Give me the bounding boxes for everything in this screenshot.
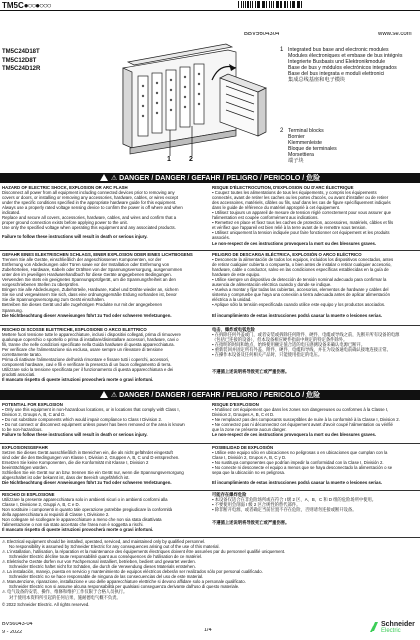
barcode-bar [247, 1, 249, 8]
danger-banner: ⚠ DANGER / DANGER / GEFAHR / PELIGRO / PERICOLO / 危险 [0, 390, 420, 400]
section-text: de retirar cualquier cubierta o compuerta, o bien antes de instalar o retirar cualquier accesorio, [212, 262, 392, 268]
section-text: ▪ Utilice siempre un dispositivo de detección de tensión nominal adecuado para confirmar la [212, 277, 387, 283]
footer-note: ⚠ L'installation, l'utilisation, la réparation et la maintenance des équipements électriques doivent être assurées par du personnel qualifié uniquement. [2, 549, 286, 555]
barcode-bar [292, 1, 293, 8]
section-text: sind oder die den Bedingungen von Klasse I, Division 2, Gruppen A, B, C und D entsprechen. [2, 455, 180, 461]
section-text: ▪ Desconecte la alimentación de todos los equipos, incluidos los dispositivos conectados, antes [212, 257, 394, 263]
section-it-explosion [2, 492, 208, 536]
section-text: Utilizzare la presente apparecchiatura solo in ambienti sicuri o in ambienti conformi alla [2, 497, 168, 503]
warning-icon: ⚠ [2, 549, 8, 555]
section-text: Per verificare che l'alimentazione sia esclusa, usare sempre un rilevatore di tensione [2, 347, 163, 353]
section-divider [0, 250, 420, 251]
section-en-explosion [2, 402, 208, 442]
section-divider [0, 537, 420, 538]
section-text: dans le guide de référence du matériel approprié à cet équipement. [212, 205, 341, 211]
section-text: under the specific conditions specified in the appropriate hardware guide for this equipment. [2, 200, 177, 206]
section-text: ▪ No conecte ni desconecte el equipo a menos que se haya desconectado la alimentación o se [212, 465, 393, 471]
section-text: ▪ N'utilisez cet équipement que dans les zones non dangereuses ou conformes à la Classe I, [212, 407, 389, 413]
section-title: 电击、爆炸或电弧危险 [212, 327, 255, 332]
section-text: to be non-hazardous. [2, 427, 43, 433]
danger-banner: ⚠ DANGER / DANGER / GEFAHR / PELIGRO / PERICOLO / 危险 [0, 173, 420, 183]
barcode-bar [293, 1, 294, 8]
barcode-bar [262, 1, 263, 8]
section-text: ▪ Ne connectez pas ni déconnectez cet équipement avant d'avoir coupé l'alimentation ou vérifié [212, 422, 393, 428]
legend-line: Integrierte Busbasis und Elektronikmodule [288, 59, 386, 65]
section-text: Zubehörteilen, Hardware, Kabeln oder Drähten von der Spannungsversorgung, ausgenommen [2, 267, 183, 273]
model-name: TM5C24D18T [2, 49, 40, 55]
section-text: unter den im jeweiligen Hardwarehandbuch für diese Geräte angegebenen Bedingungen. [2, 272, 172, 278]
section-text: Classe I, Divisione 2, Gruppi A, B, C e D. [2, 502, 80, 508]
section-text: abgeschaltet ist oder bekannt ist, dass der Bereich ungefährlich ist. [2, 475, 130, 481]
section-failure-note: Die Nichtbeachtung dieser Anweisungen führt zu Tod oder schweren Verletzungen. [2, 480, 172, 486]
section-title: PELIGRO DE DESCARGA ELÉCTRICA, EXPLOSIÓN O ARCO ELÉCTRICO [212, 252, 362, 257]
section-text: ▪ Utilisez toujours un appareil de mesure de tension réglé correctement pour vous assurer que [212, 210, 391, 216]
section-text: et vérifiez que l'appareil est bien relié à la terre avant de le remettre sous tension. [212, 225, 367, 231]
section-en-electric [2, 185, 208, 249]
series-title: TM5C●○○●○○○ [2, 1, 51, 10]
callout-1: 1 [167, 156, 171, 163]
section-title: POTENTIAL FOR EXPLOSION [2, 402, 63, 407]
section-failure-note: Le non-respect de ces instructions provoquera la mort ou des blessures graves. [212, 432, 377, 438]
section-text: ▪ 本设备仅适合在非危险场所或在符合 I 级 2 区、A、B、C 和 D 组的危险场所中使用。 [212, 497, 377, 503]
barcode-bar [273, 1, 274, 8]
barcode-bar [263, 1, 265, 8]
section-divider [0, 443, 420, 444]
section-text: associés. [212, 235, 230, 241]
section-text: Setzen Sie dieses Gerät ausschließlich in Bereichen ein, die als nicht gefährdet eingestuft [2, 450, 173, 456]
section-text: Prima di riattivare l'alimentazione dell'unità rimontare e fissare tutti i coperchi, accessori, [2, 357, 170, 363]
section-text: Ersetzen Sie keine Komponenten, die die Konformität mit Klasse I, Division 2 [2, 460, 149, 466]
schneider-logo-mark [370, 621, 379, 633]
section-text: Schließen Sie ein Gerät nur an bzw. trennen Sie ein Gerät nur, wenn die Spannungsversorgung [2, 470, 184, 476]
section-title: RISQUE D'EXPLOSION [212, 402, 259, 407]
warning-icon: ⚠ [2, 559, 8, 565]
section-text: componenti hardware, cavi e fili e verificare la presenza di un buon collegamento di terra. [2, 362, 172, 368]
section-failure-note: Failure to follow these instructions will result in death or serious injury. [2, 432, 148, 438]
footer-note: Schneider Electric décline toute responsabilité quant aux conséquences de l'utilisation de ce matériel. [9, 554, 203, 560]
section-failure-note: Il mancato rispetto di queste istruzioni provocherà morte o gravi infortuni. [2, 377, 154, 383]
section-text: que la zone ne présente aucun danger. [212, 427, 287, 433]
legend-number: 1 [280, 47, 284, 53]
section-text: Verwenden Sie stets ein geeignetes Spannungsprüfgerät, um die Spannungsfreiheit an den [2, 277, 176, 283]
section-text: Non sostituire i componenti in quanto tale operazione potrebbe pregiudicare la conformità [2, 507, 173, 513]
barcode-bar [271, 1, 272, 8]
section-failure-note: 不遵循上述说明将导致死亡或严重伤害。 [212, 520, 290, 526]
barcode-bar [301, 1, 302, 8]
brand-name-2: Electric [381, 628, 401, 634]
section-text: fili, tranne che nelle condizioni specificate nella Guida hardware di questa apparecchiatura. [2, 342, 175, 348]
product-drawing [108, 38, 278, 163]
barcode-bar [297, 1, 298, 8]
legend-line: Bornier [288, 134, 305, 140]
footer-note: ⚠ La instalación, manejo, puesta en servicio y mantenimiento de equipos eléctricos deberán ser realizados sólo por personal cualificado. [2, 569, 263, 575]
barcode-bar [285, 1, 286, 8]
legend-line: 端子块 [288, 158, 304, 164]
barcode-bar [257, 1, 258, 8]
footer-note: Schneider Electric no se hace responsable de ninguna de las consecuencias del uso de este material. [9, 574, 204, 580]
barcode-bar [258, 1, 259, 8]
section-es-electric [212, 252, 419, 323]
section-text: della apparecchiatura ai requisiti di Classe I, Divisione 2. [2, 512, 110, 518]
barcode-bar [252, 1, 253, 8]
section-text: ▪ No sustituya componentes que podrían impedir la conformidad con la Clase I, División 2. [212, 460, 384, 466]
section-text: sistema y compruebe que haya una conexión a tierra adecuada antes de aplicar alimentación [212, 292, 390, 298]
footer-note: ⚠ Manutenzione, riparazione, installazione e uso delle apparecchiature elettriche si devono affidare solo a personale qualificato. [2, 579, 246, 585]
section-text: prodotti associati. [2, 372, 36, 378]
section-zh-electric [212, 327, 419, 387]
section-text: ▪ 在拆除任何外盖或门，或者安装或拆除任何附件、硬件、电缆或导线之前，先断开所有设备的电源 [212, 332, 400, 338]
section-text: Mettere fuori tensione tutte le apparecchiature, inclusi i dispositivi collegati, prima di rimuovere [2, 332, 181, 338]
barcode-bar [255, 1, 256, 8]
part-number: BBV5604304 [244, 32, 280, 37]
section-text: Spannung. [2, 307, 23, 313]
barcode-bar [280, 1, 282, 8]
doc-code: BV56043-04 [2, 622, 33, 627]
section-text: Entfernung von Abdeckungen oder Türen sowie vor der Installation oder Entfernung von [2, 262, 170, 268]
section-text: ▪ Vuelva a montar y fijar todas las cubiertas, accesorios, elementos de hardware y cables del [212, 287, 389, 293]
section-failure-note: El incumplimiento de estas instrucciones podrá causar la muerte o lesiones serias. [212, 480, 383, 486]
brand-name: Schneider [381, 621, 415, 628]
section-title: 可能存在爆炸危险 [212, 492, 247, 497]
section-text: ▪ Do not connect or disconnect equipment unless power has been removed or the area is known [2, 422, 185, 428]
model-list [2, 48, 40, 74]
section-text: hardware, cable o conductor, salvo en las condiciones específicas establecidas en la guía de [212, 267, 389, 273]
section-text: sepa que la ubicación no es peligrosa. [212, 470, 286, 476]
section-zh-explosion [212, 492, 419, 536]
section-text: connectés, avant de retirer les caches ou les portes d'accès, ou avant d'installer ou de retirer [212, 195, 389, 201]
section-text: Betreiben Sie dieses Gerät und alle zugehörigen Produkte nur mit der angegebenen [2, 302, 163, 308]
section-title: RISQUE D'ÉLECTROCUTION, D'EXPLOSION OU D'ARC ÉLECTRIQUE [212, 185, 354, 190]
section-divider [0, 490, 420, 491]
section-text: Non collegare né scollegare le apparecchiature a meno che non sia stata disattivata [2, 517, 162, 523]
legend-line: Modules électroniques et embase de bus intégrés [288, 53, 403, 59]
section-text: Always use a properly rated voltage sensing device to confirm the power is off where and when [2, 205, 183, 211]
header-rule [0, 10, 420, 11]
legend-line: Integrated bus base and electronic modules [288, 47, 389, 53]
website: www.se.com [378, 32, 412, 37]
barcode-bar [290, 1, 291, 8]
section-text: ▪ 不要使用会削弱 I 级 2 区合规性的替代部件。 [212, 502, 301, 508]
section-text: ▪ 在操作本设备及任何相关产品时，只能使用指定的电压。 [212, 352, 323, 358]
warning-icon: ⚠ [2, 569, 8, 575]
footer-note: ⚠ Elektrische Geräte dürfen nur von Fachpersonal installiert, betrieben, bedient und gewartet werden. [2, 559, 196, 565]
legend-item-1 [280, 47, 418, 83]
section-text: Division 2, Groups A, B, C and D. [2, 412, 66, 418]
section-text: Use only the specified voltage when operating this equipment and any associated products. [2, 225, 176, 231]
section-text: ▪ 除非断开电源，或者确定当前位置不存在危险，否则请勿连接或断开设备。 [212, 507, 357, 513]
section-title: POSIBILIDAD DE EXPLOSIÓN [212, 445, 274, 450]
section-text: ▪ Aplique sólo la tensión especificada cuando utilice este equipo y los productos asociados. [212, 302, 386, 308]
legend-line: Terminal blocks [288, 128, 324, 134]
section-text: ausencia de alimentación eléctrica cuando y donde se indique. [212, 282, 332, 288]
footer-note: ⚠ Electrical equipment should be installed, operated, serviced, and maintained only by qualified personnel. [2, 539, 206, 544]
barcode-bar [277, 1, 278, 8]
section-text: proper ground connection exists before applying power to the unit. [2, 220, 128, 226]
legend-line: Base de bus y módulos electrónicos integrados [288, 65, 397, 71]
section-text: ▪ Do not substitute components which would impair compliance to Class I Division 2. [2, 417, 163, 423]
section-fr-explosion [212, 402, 419, 442]
barcode-bar [276, 1, 277, 8]
section-text: Sie sie und vergewissern Sie sich, dass eine ordnungsgemäße Erdung vorhanden ist, bevor [2, 292, 177, 298]
section-text: correttamente tarato. [2, 352, 42, 358]
section-text: ▪ Ne remplacez pas des composants susceptibles de nuire à la conformité à la Classe I, Division 2. [212, 417, 400, 423]
footer-note: 对于使用本资料所引起的任何后果，施耐德电气概不负责。 [9, 594, 121, 600]
barcode-bar [245, 1, 246, 8]
section-failure-note: Il mancato rispetto di queste istruzioni provocherà morte o gravi infortuni. [2, 527, 154, 533]
section-text: Sie die Spannungsversorgung zum Gerät einschalten. [2, 297, 105, 303]
section-title: EXPLOSIONSGEFAHR [2, 445, 48, 450]
footer-note: Schneider Electric haftet nicht für Schäden, die durch die Verwendung dieses Materials entstehen. [9, 564, 196, 570]
series-dots: ●○○●○○○ [23, 1, 51, 10]
model-name: TM5C24D12R [2, 66, 41, 72]
section-divider [0, 325, 420, 326]
section-failure-note: 不遵循上述说明将导致死亡或严重伤害。 [212, 369, 290, 375]
legend-line: Base del bus integrata e moduli elettronici [288, 71, 385, 77]
doc-date: 9 - 2022 [2, 630, 23, 635]
barcode-bar [238, 1, 239, 8]
footer-note: Schneider Electric non si assume alcuna responsabilità per qualsiasi conseguenza derivante dall'uso di questo materiale. [9, 584, 240, 590]
warning-icon: ⚠ [2, 539, 8, 544]
section-es-explosion [212, 445, 419, 489]
footer-note: No responsibility is assumed by Schneider Electric for any consequences arising out of the use of this material. [9, 544, 220, 550]
section-text: Replace and secure all covers, accessories, hardware, cables, and wires and confirm that a [2, 215, 177, 221]
warning-icon: ⚠ [2, 579, 8, 585]
warning-icon: ⚠ [2, 589, 8, 595]
section-text: l'alimentazione o non sia stato accertato che l'area non è soggetta a rischi. [2, 522, 144, 528]
barcode-bar [284, 1, 285, 8]
legend-line: Bloque de terminales [288, 146, 337, 152]
page-number: 1/4 [204, 628, 212, 633]
section-text: hardware de este equipo. [212, 272, 261, 278]
section-text: ▪ 重新装回并固定所有外盖、附件、硬件、电缆和导线，并在为设备通电前确认接地连接正常。 [212, 347, 391, 353]
section-text: qualunque coperchio o sportello o prima di installare/disinstallare accessori, hardware, cavi o [2, 337, 179, 343]
section-text: beeinträchtigen würden. [2, 465, 48, 471]
section-text: eléctrica a la unidad. [212, 297, 252, 303]
section-text: Disconnect all power from all equipment including connected devices prior to removing any [2, 190, 175, 196]
barcode [238, 1, 304, 8]
section-failure-note: El incumplimiento de estas instrucciones podrá causar la muerte o lesiones serias. [212, 312, 383, 318]
section-text: ▪ Coupez toutes les alimentations de tous les équipements, y compris les équipements [212, 190, 377, 196]
section-text: l'alimentation est coupée conformément aux indications. [212, 215, 319, 221]
footer-note: ⚠ 电气设备的安装、操作、维修和维护工作仅限于合格人员执行。 [2, 589, 128, 595]
section-title: RISCHIO DI ESPLOSIONE [2, 492, 55, 497]
section-title: HAZARD OF ELECTRIC SHOCK, EXPLOSION OR ARC FLASH [2, 185, 128, 190]
footer-notes [2, 539, 418, 617]
warning-icon [100, 174, 108, 181]
section-text: covers or doors, or installing or removing any accessories, hardware, cables, or wires except [2, 195, 179, 201]
legend-line: Klemmenleiste [288, 140, 323, 146]
barcode-bar [266, 1, 267, 8]
legend-item-2 [280, 128, 418, 164]
model-name: TM5C12D8T [2, 57, 37, 64]
section-text: ▪ Utilisez uniquement la tension indiquée pour faire fonctionner cet équipement et les produits [212, 230, 390, 236]
legend-number: 2 [280, 128, 284, 134]
section-fr-electric [212, 185, 419, 249]
section-de-explosion [2, 445, 208, 489]
section-text: ▪ Utilice este equipo sólo en ubicaciones no peligrosas o en ubicaciones que cumplan con la [212, 450, 388, 456]
section-text: ▪ 在指明的时间和地点，始终使用额定值合适的电压感测设备来确认电源已断开。 [212, 342, 366, 348]
section-text: indicated. [2, 210, 21, 216]
section-title: GEFAHR EINES ELEKTRISCHEN SCHLAGS, EINER EXPLOSION ODER EINES LICHTBOGENS [2, 252, 193, 257]
section-it-electric [2, 327, 208, 387]
section-text: ▪ Remettez en place et fixez tous les caches de protection, accessoires, matériels, câbles et fils [212, 220, 394, 226]
callout-2: 2 [189, 156, 193, 163]
legend-line: Morsettiera [288, 152, 314, 158]
section-failure-note: Le non-respect de ces instructions provoquera la mort ou des blessures graves. [212, 240, 377, 246]
section-text: Trennen Sie alle Geräte, einschließlich der angeschlossenen Komponenten, vor der [2, 257, 162, 263]
section-text: Division 2, Groupes A, B, C et D. [212, 412, 275, 418]
barcode-bar [287, 1, 288, 8]
barcode-bar [243, 1, 244, 8]
section-text: vorgeschriebenen Stellen zu überprüfen. [2, 282, 80, 288]
section-failure-note: Failure to follow these instructions will result in death or serious injury. [2, 234, 148, 240]
section-text: （包括已连接的设备），但本设备相应硬件指南中规定的特定条件除外。 [212, 337, 348, 343]
section-title: RISCHIO DI SCOSSE ELETTRICHE, ESPLOSIONE O ARCO ELETTRICO [2, 327, 147, 332]
section-text: ▪ Only use this equipment in non-hazardous locations, or in locations that comply with Class I, [2, 407, 180, 413]
barcode-bar [250, 1, 251, 8]
barcode-bar [269, 1, 270, 8]
legend-line: 集成总线基座和电子模块 [288, 77, 346, 83]
barcode-bar [241, 1, 242, 8]
barcode-bar [298, 1, 300, 8]
section-text: des accessoires, matériels, câbles ou fils, sauf dans les cas de figure spécifiquement indiqués [212, 200, 391, 206]
section-failure-note: Die Nichtbeachtung dieser Anweisungen führt zu Tod oder schweren Verletzungen. [2, 312, 172, 318]
section-text: Clase I, División 2, Grupos A, B, C y D. [212, 455, 287, 461]
section-de-electric [2, 252, 208, 323]
warning-icon [100, 391, 108, 398]
copyright: © 2022 Schneider Electric. All rights reserved. [2, 601, 90, 607]
section-text: Bringen Sie alle Abdeckungen, Zubehörteile, Hardware, Kabel und Drähte wieder an, sichern [2, 287, 179, 293]
section-text: Utilizzare solo la tensione specificata per il funzionamento di questa apparecchiatura e dei [2, 367, 174, 373]
schneider-logo [370, 618, 418, 638]
